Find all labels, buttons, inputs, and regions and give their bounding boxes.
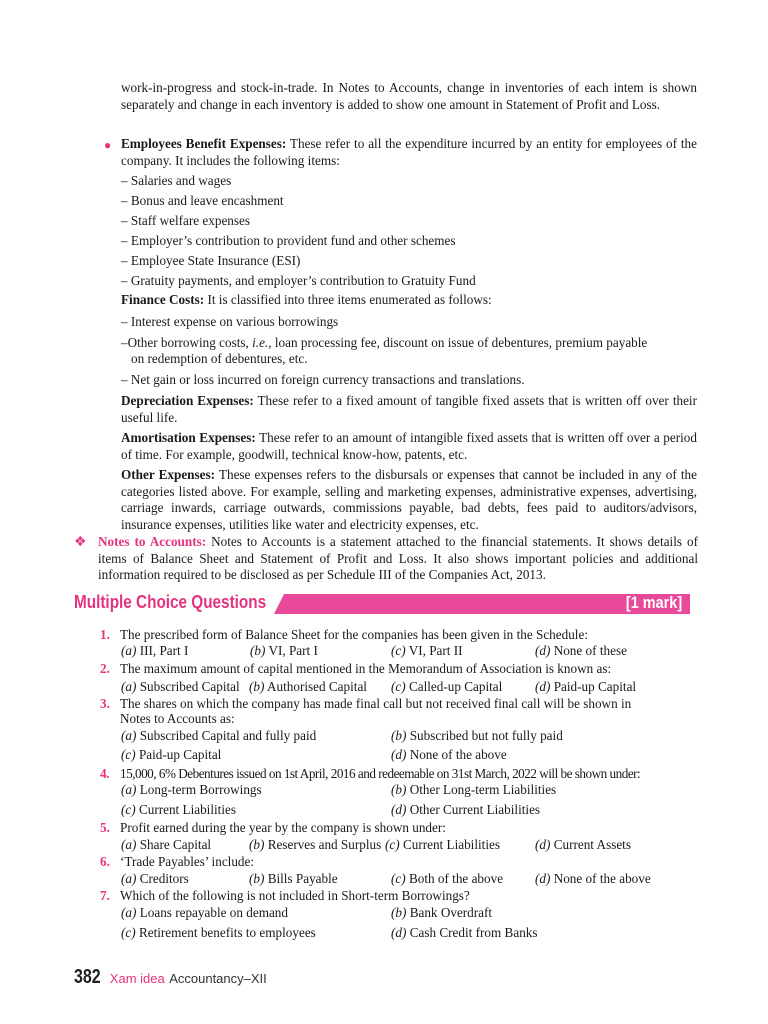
option-b [249,837,381,853]
option-d [391,747,507,763]
option-b [249,679,367,695]
option-text: None of the above [409,747,507,762]
employee-item: – Staff welfare expenses [121,213,251,228]
question-number: 6. [100,854,110,869]
option-letter: (d) [391,925,407,940]
option-a [121,871,189,887]
option-text: Creditors [139,871,189,886]
option-text: None of these [553,643,627,658]
option-text: Called-up Capital [408,679,503,694]
option-letter: (a) [121,782,137,797]
notes-to-accounts-heading: Notes to Accounts: [98,534,207,549]
option-text: Bills Payable [267,871,338,886]
option-letter: (d) [391,747,407,762]
option-c [121,747,221,763]
finance-costs-line [121,292,701,308]
option-a [121,679,240,695]
question-number: 4. [100,766,109,781]
employee-item: – Employee State Insurance (ESI) [121,253,301,268]
option-letter: (b) [250,643,266,658]
option-b [391,782,556,798]
option-text: VI, Part I [268,643,318,658]
question-text: 15,000, 6% Debentures issued on 1st April, 2016 and redeemable on 31st March, 2022 will be shown under: [120,766,641,781]
notes-to-accounts-text: Notes to Accounts is a statement attached to the financial statements. It shows details of items of Balance Sheet and Statement of Profit and Loss. It also shows important policies and additional information required to be disclosed as per Schedule III of the Companies Act, 2013. [98,534,698,582]
mcq-header-bar [70,592,690,616]
option-text: Subscribed but not fully paid [409,728,563,743]
option-letter: (b) [249,871,265,886]
option-letter: (c) [385,837,400,852]
option-letter: (a) [121,871,137,886]
employee-item: – Gratuity payments, and employer’s contribution to Gratuity Fund [121,273,476,288]
depreciation-text: These refer to a fixed amount of tangible fixed assets that is written off over their useful life. [121,393,697,425]
option-a [121,782,262,798]
option-c [385,837,500,853]
option-text: None of the above [553,871,651,886]
option-a [121,728,316,744]
option-text: Paid-up Capital [138,747,222,762]
footer-brand: Xam idea [109,971,165,986]
option-text: Bank Overdraft [409,905,493,920]
amortisation-paragraph [121,430,697,463]
option-letter: (c) [391,871,406,886]
option-b [391,728,563,744]
option-text: Cash Credit from Banks [409,925,538,940]
option-letter: (b) [391,782,407,797]
option-b [250,643,318,659]
option-a [121,905,288,921]
question-text: ‘Trade Payables’ include: [120,854,255,869]
other-expenses-text: These expenses refers to the disbursals or expenses that cannot be included in any of the categories listed above. For example, selling and marketing expenses, administrative expenses, advertising, carriage inwards, carriage outwards, commissions payable, bad debts, fees paid to auditors/advisors, insurance expenses, utilities like water and electricity expenses, etc. [121,467,697,532]
option-letter: (b) [249,679,265,694]
option-text: Current Assets [553,837,631,852]
question-text: The maximum amount of capital mentioned in the Memorandum of Association is known as: [120,661,612,676]
option-letter: (a) [121,728,137,743]
option-b [249,871,338,887]
option-d [535,871,651,887]
option-letter: (d) [535,679,551,694]
question-number: 5. [100,820,110,835]
question-number: 2. [100,661,110,676]
option-d [391,925,538,941]
finance-item-ie: i.e., [252,335,272,350]
question-text-continued: Notes to Accounts as: [120,711,235,726]
bullet-icon: ● [104,138,112,152]
option-c [391,871,503,887]
finance-costs-text: It is classified into three items enumerated as follows: [204,292,492,307]
option-letter: (b) [391,905,407,920]
option-text: Subscribed Capital and fully paid [139,728,317,743]
option-letter: (c) [121,802,136,817]
finance-item: – Net gain or loss incurred on foreign currency transactions and translations. [121,372,525,387]
intro-paragraph: work-in-progress and stock-in-trade. In Notes to Accounts, change in inventories of each intem is shown separately and change in each inventory is added to show one amount in Statement of Profit and Loss. [121,80,697,112]
question-text: The prescribed form of Balance Sheet for the companies has been given in the Schedule: [120,627,588,642]
option-text: Current Liabilities [138,802,236,817]
option-text: Authorised Capital [266,679,367,694]
notes-to-accounts-paragraph [98,534,698,584]
option-b [391,905,492,921]
option-c [391,643,463,659]
option-letter: (c) [391,679,406,694]
option-text: III, Part I [139,643,189,658]
employee-benefit-text: These refer to all the expenditure incurred by an entity for employees of the company. It includes the following items: [121,136,697,168]
question-text: Which of the following is not included in Short-term Borrowings? [120,888,470,903]
finance-item-text: loan processing fee, discount on issue of debentures, premium payable [271,335,648,350]
depreciation-paragraph [121,393,697,426]
option-c [391,679,502,695]
option-text: VI, Part II [408,643,463,658]
question-number: 1. [100,627,110,642]
option-text: Long-term Borrowings [139,782,262,797]
employee-benefit-paragraph [121,136,697,169]
depreciation-heading: Depreciation Expenses: [121,393,254,408]
amortisation-heading: Amortisation Expenses: [121,430,256,445]
option-letter: (d) [535,643,551,658]
page-number: 382 [74,966,101,988]
finance-item [121,335,701,351]
employee-item: – Bonus and leave encashment [121,193,284,208]
option-letter: (c) [121,925,136,940]
option-letter: (a) [121,679,137,694]
option-d [535,679,636,695]
option-text: Subscribed Capital [139,679,240,694]
option-c [121,802,236,818]
option-text: Paid-up Capital [553,679,637,694]
option-letter: (d) [535,871,551,886]
finance-item: – Interest expense on various borrowings [121,314,339,329]
option-letter: (c) [391,643,406,658]
finance-item-continued: on redemption of debentures, etc. [131,351,308,366]
amortisation-text: These refer to an amount of intangible fixed assets that is written off over a period of time. For example, goodwill, technical know-how, patents, etc. [121,430,697,462]
option-letter: (d) [391,802,407,817]
option-letter: (a) [121,837,137,852]
option-letter: (c) [121,747,136,762]
other-expenses-paragraph [121,467,697,533]
option-text: Both of the above [408,871,504,886]
question-text: Profit earned during the year by the company is shown under: [120,820,446,835]
employee-item: – Salaries and wages [121,173,232,188]
option-text: Current Liabilities [402,837,500,852]
mcq-title: Multiple Choice Questions [74,592,267,612]
finance-costs-heading: Finance Costs: [121,292,205,307]
question-text: The shares on which the company has made final call but not received final call will be shown in [120,696,632,711]
option-a [121,837,211,853]
question-number: 7. [100,888,110,903]
option-text: Loans repayable on demand [139,905,288,920]
option-text: Reserves and Surplus [267,837,382,852]
option-text: Other Current Liabilities [409,802,541,817]
employee-benefit-heading: Employees Benefit Expenses: [121,136,287,151]
diamond-bullet-icon: ❖ [74,535,87,550]
mcq-marks: [1 mark] [625,593,682,612]
option-text: Retirement benefits to employees [138,925,316,940]
other-expenses-heading: Other Expenses: [121,467,216,482]
option-letter: (a) [121,905,137,920]
page-footer [74,966,267,989]
footer-book-title: Accountancy–XII [169,971,267,986]
option-letter: (a) [121,643,137,658]
option-letter: (b) [391,728,407,743]
option-text: Share Capital [139,837,212,852]
option-d [535,643,627,659]
option-c [121,925,316,941]
employee-item: – Employer’s contribution to provident fund and other schemes [121,233,456,248]
option-text: Other Long-term Liabilities [409,782,557,797]
option-letter: (d) [535,837,551,852]
option-d [391,802,540,818]
finance-item-text: –Other borrowing costs, [121,335,253,350]
option-d [535,837,631,853]
question-number: 3. [100,696,110,711]
option-letter: (b) [249,837,265,852]
option-a [121,643,188,659]
